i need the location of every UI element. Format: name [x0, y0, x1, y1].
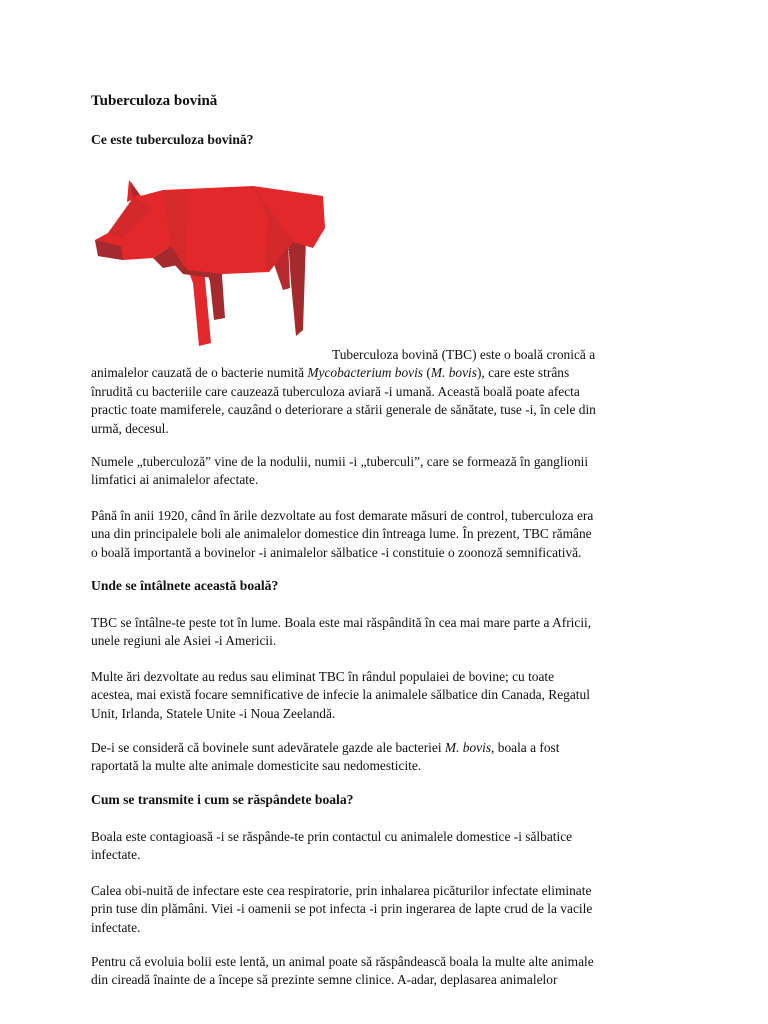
- species-abbrev: M. bovis: [444, 740, 492, 755]
- text-line: Pentru că evoluia bolii este lentă, un animal poate să răspândească boala la multe alte animale: [91, 954, 594, 969]
- section-heading-what-is: Ce este tuberculoza bovină?: [91, 132, 254, 147]
- text-line: Tuberculoza bovină (TBC) este o boală cronică a: [332, 347, 596, 362]
- text-line: raportată la multe alte animale domesticite sau nedomesticite.: [91, 758, 422, 774]
- text-line: limfatici ai animalelor afectate.: [91, 472, 259, 488]
- paragraph-name-origin: [91, 453, 588, 490]
- text-line: Calea obi-nuită de infectare este cea respiratorie, prin inhalarea picăturilor infectate eliminate: [91, 883, 592, 898]
- text-line: TBC se întâlne-te peste tot în lume. Boala este mai răspândită în cea mai mare parte a Africii,: [91, 615, 592, 630]
- paragraph-distribution: [91, 614, 591, 651]
- red-cow-icon: [93, 178, 327, 346]
- text-line: infectate.: [91, 919, 141, 935]
- paragraph-hosts: [91, 739, 559, 776]
- text-line: Numele „tuberculoză” vine de la nodulii, numii -i „tuberculi”, care se formează în ganglionii: [91, 454, 589, 469]
- text-line: acestea, mai există focare semnificative de infecie la animalele sălbatice din Canada, Regatul: [91, 687, 590, 703]
- paragraph-slow-evolution: [91, 953, 594, 990]
- paragraph-history: [91, 507, 593, 562]
- text-line: una din principalele boli ale animalelor domestice din întreaga lume. În prezent, TBC rămâne: [91, 526, 592, 542]
- species-abbrev: M. bovis: [430, 365, 477, 381]
- section-heading-where: Unde se întâlnete această boală?: [91, 578, 279, 593]
- document-title: Tuberculoza bovină: [91, 93, 218, 109]
- paragraph-contagious: [91, 828, 572, 865]
- text-line: urmă, decesul.: [91, 420, 169, 436]
- text-line: Boala este contagioasă -i se răspânde-te prin contactul cu animalele domestice -i sălbatice: [91, 829, 573, 844]
- text-line: animalelor cauzată de o bacterie numită Mycobacterium bovis (M. bovis), care este strâns: [91, 365, 570, 381]
- text-line: Până în anii 1920, când în ările dezvoltate au fost demarate măsuri de control, tuberculoza era: [91, 508, 594, 523]
- text-line: înrudită cu bacteriile care cauzează tuberculoza aviară -i umană. Această boală poate afecta: [91, 383, 580, 399]
- text-line: Multe ări dezvoltate au redus sau eliminat TBC în rândul populaiei de bovine; cu toate: [91, 669, 555, 684]
- section-heading-transmission: Cum se transmite i cum se răspândete boala?: [91, 792, 354, 807]
- text-line: infectate.: [91, 847, 141, 863]
- text-line: practic toate mamiferele, cauzând o deteriorare a stării generale de sănătate, tuse -i, în cele din: [91, 402, 596, 418]
- text-line: De-i se consideră că bovinele sunt adevăratele gazde ale bacteriei M. bovis, boala a fost: [91, 740, 560, 755]
- paragraph-intro: [91, 346, 596, 438]
- paragraph-infection-route: [91, 882, 592, 937]
- paragraph-developed-countries: [91, 668, 590, 723]
- text-line: Unit, Irlanda, Statele Unite -i Noua Zeelandă.: [91, 705, 336, 721]
- text-line: din cireadă înainte de a începe să prezinte semne clinice. A-adar, deplasarea animalelor: [91, 972, 558, 988]
- species-name: Mycobacterium bovis: [307, 365, 424, 381]
- text-line: o boală importantă a bovinelor -i animalelor sălbatice -i constituie o zoonoză semnificativă.: [91, 544, 582, 560]
- text-line: unele regiuni ale Asiei -i Americii.: [91, 633, 277, 649]
- text-line: prin tuse din plămâni. Viei -i oamenii se pot infecta -i prin ingerarea de lapte crud de la vacile: [91, 901, 593, 917]
